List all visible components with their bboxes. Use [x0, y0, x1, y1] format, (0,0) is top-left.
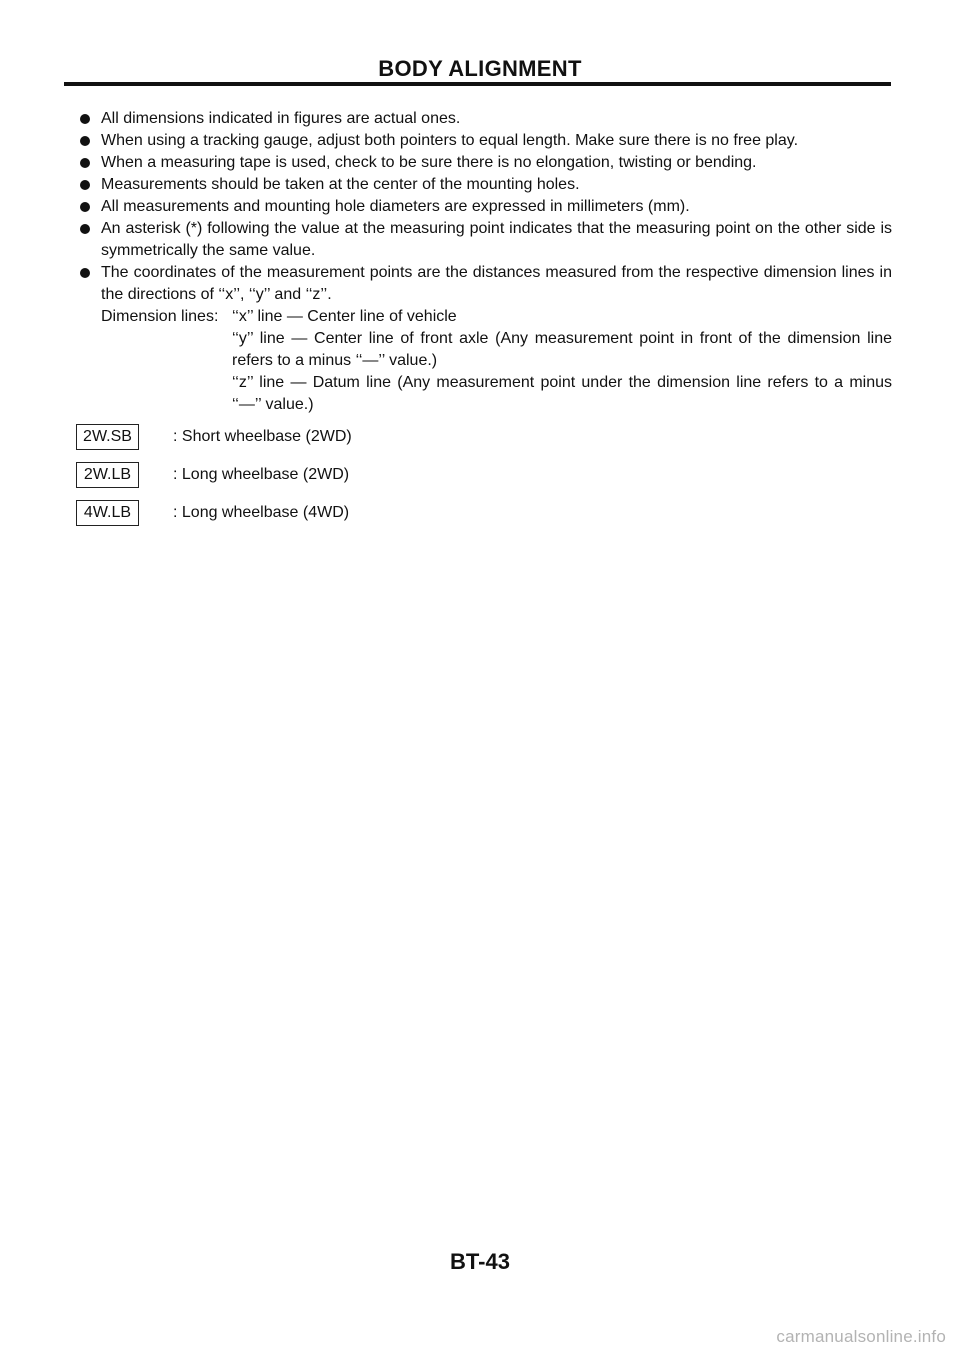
dimension-label-spacer: [101, 372, 232, 416]
legend-code-box: 2W.LB: [76, 462, 139, 488]
bullet-icon: [80, 268, 90, 278]
list-item-text: When using a tracking gauge, adjust both pointers to equal length. Make sure there is no free play.: [101, 132, 799, 149]
dimension-lines-label: Dimension lines:: [101, 308, 219, 325]
legend-description: : Short wheelbase (2WD): [173, 428, 352, 445]
list-item: [80, 174, 892, 196]
page-number: BT-43: [450, 1249, 510, 1274]
legend-description: : Long wheelbase (2WD): [173, 466, 350, 483]
dimension-line-row: [101, 372, 892, 416]
list-item: [80, 218, 892, 262]
list-item-text: All measurements and mounting hole diameters are expressed in millimeters (mm).: [101, 198, 690, 215]
legend-row: [76, 500, 892, 526]
bullet-icon: [80, 180, 90, 190]
watermark: carmanualsonline.info: [776, 1327, 946, 1346]
dimension-line-y: ‘‘y’’ line — Center line of front axle (Any measurement point in front of the dimension line refers to a minus ‘‘—’’ value.): [232, 330, 892, 369]
legend-description: : Long wheelbase (4WD): [173, 504, 350, 521]
bullet-icon: [80, 158, 90, 168]
legend-row: [76, 424, 892, 450]
dimension-line-row: [101, 328, 892, 372]
legend-code-box: 4W.LB: [76, 500, 139, 526]
list-item: [80, 196, 892, 218]
bullet-icon: [80, 114, 90, 124]
legend-code-box: 2W.SB: [76, 424, 139, 450]
dimension-line-z: ‘‘z’’ line — Datum line (Any measurement point under the dimension line refers to a minus ‘‘—’’ value.): [232, 374, 892, 413]
dimension-line-row: [101, 306, 892, 328]
bullet-icon: [80, 224, 90, 234]
notes-list: [80, 108, 892, 306]
list-item-text: Measurements should be taken at the center of the mounting holes.: [101, 176, 580, 193]
page-title: BODY ALIGNMENT: [378, 56, 582, 81]
bullet-icon: [80, 136, 90, 146]
bullet-icon: [80, 202, 90, 212]
dimension-lines-block: [80, 306, 892, 416]
list-item: [80, 108, 892, 130]
list-item-text: All dimensions indicated in figures are actual ones.: [101, 110, 461, 127]
list-item-text: When a measuring tape is used, check to be sure there is no elongation, twisting or bending.: [101, 154, 757, 171]
list-item-text: An asterisk (*) following the value at the measuring point indicates that the measuring point on the other side is symmetrically the same value.: [101, 220, 892, 259]
wheelbase-legend: [76, 424, 892, 526]
dimension-line-x: ‘‘x’’ line — Center line of vehicle: [232, 308, 457, 325]
header-divider: [64, 82, 891, 86]
legend-row: [76, 462, 892, 488]
document-body: [80, 108, 892, 538]
list-item-text: The coordinates of the measurement points are the distances measured from the respective dimension lines in the directions of ‘‘x’’, ‘‘y’’ and ‘‘z’’.: [101, 264, 892, 303]
list-item: [80, 152, 892, 174]
dimension-label-spacer: [101, 328, 232, 372]
list-item: [80, 130, 892, 152]
list-item: [80, 262, 892, 306]
